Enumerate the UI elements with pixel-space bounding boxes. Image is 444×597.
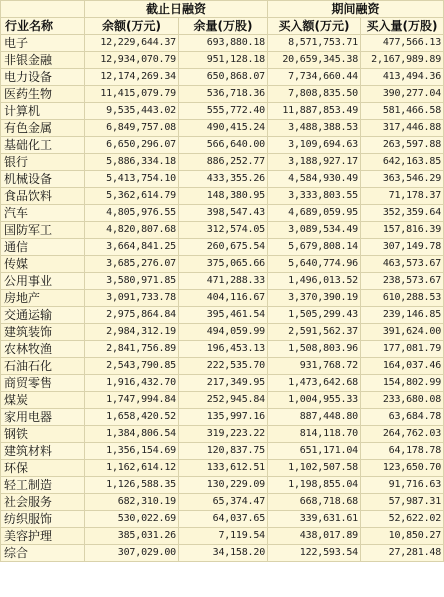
- table-row: [1, 358, 444, 375]
- table-row: [1, 205, 444, 222]
- industry-name-cell: 美容护理: [1, 528, 85, 545]
- balance-amount-cell: 1,356,154.69: [85, 443, 179, 460]
- buy-volume-cell: 157,816.39: [361, 222, 444, 239]
- buy-amount-cell: 7,734,660.44: [268, 69, 361, 86]
- table-row: [1, 307, 444, 324]
- buy-volume-cell: 10,850.27: [361, 528, 444, 545]
- balance-volume-cell: 375,065.66: [179, 256, 268, 273]
- industry-name-cell: 轻工制造: [1, 477, 85, 494]
- buy-amount-cell: 3,188,927.17: [268, 154, 361, 171]
- balance-amount-cell: 4,805,976.55: [85, 205, 179, 222]
- buy-amount-cell: 814,118.70: [268, 426, 361, 443]
- industry-name-cell: 公用事业: [1, 273, 85, 290]
- industry-name-cell: 煤炭: [1, 392, 85, 409]
- balance-volume-cell: 398,547.43: [179, 205, 268, 222]
- buy-amount-cell: 3,333,803.55: [268, 188, 361, 205]
- industry-name-cell: 国防军工: [1, 222, 85, 239]
- buy-volume-cell: 27,281.48: [361, 545, 444, 562]
- column-header-balance-volume: 余量(万股): [179, 18, 268, 35]
- industry-name-cell: 计算机: [1, 103, 85, 120]
- table-row: [1, 341, 444, 358]
- industry-name-cell: 医药生物: [1, 86, 85, 103]
- industry-name-cell: 石油石化: [1, 358, 85, 375]
- table-header: [1, 1, 444, 35]
- table-row: [1, 188, 444, 205]
- balance-volume-cell: 135,997.16: [179, 409, 268, 426]
- buy-volume-cell: 52,622.02: [361, 511, 444, 528]
- table-row: [1, 69, 444, 86]
- balance-amount-cell: 5,413,754.10: [85, 171, 179, 188]
- buy-volume-cell: 63,684.78: [361, 409, 444, 426]
- balance-volume-cell: 252,945.84: [179, 392, 268, 409]
- balance-amount-cell: 1,916,432.70: [85, 375, 179, 392]
- buy-volume-cell: 413,494.36: [361, 69, 444, 86]
- buy-amount-cell: 668,718.68: [268, 494, 361, 511]
- balance-amount-cell: 5,886,334.18: [85, 154, 179, 171]
- table-row: [1, 477, 444, 494]
- balance-volume-cell: 120,837.75: [179, 443, 268, 460]
- balance-volume-cell: 133,612.51: [179, 460, 268, 477]
- industry-name-cell: 综合: [1, 545, 85, 562]
- industry-name-cell: 环保: [1, 460, 85, 477]
- balance-volume-cell: 312,574.05: [179, 222, 268, 239]
- table-row: [1, 511, 444, 528]
- balance-volume-cell: 148,380.95: [179, 188, 268, 205]
- balance-volume-cell: 536,718.36: [179, 86, 268, 103]
- balance-amount-cell: 12,174,269.34: [85, 69, 179, 86]
- industry-name-cell: 建筑装饰: [1, 324, 85, 341]
- balance-amount-cell: 1,126,588.35: [85, 477, 179, 494]
- balance-amount-cell: 5,362,614.79: [85, 188, 179, 205]
- table-row: [1, 545, 444, 562]
- buy-amount-cell: 4,689,059.95: [268, 205, 361, 222]
- buy-amount-cell: 8,571,753.71: [268, 35, 361, 52]
- buy-volume-cell: 352,359.64: [361, 205, 444, 222]
- balance-amount-cell: 6,849,757.08: [85, 120, 179, 137]
- buy-volume-cell: 363,546.29: [361, 171, 444, 188]
- balance-volume-cell: 64,037.65: [179, 511, 268, 528]
- table-row: [1, 137, 444, 154]
- balance-volume-cell: 471,288.33: [179, 273, 268, 290]
- buy-amount-cell: 438,017.89: [268, 528, 361, 545]
- group-header-blank: [1, 1, 85, 18]
- buy-amount-cell: 5,679,808.14: [268, 239, 361, 256]
- table-row: [1, 171, 444, 188]
- table-row: [1, 273, 444, 290]
- balance-amount-cell: 2,975,864.84: [85, 307, 179, 324]
- buy-amount-cell: 5,640,774.96: [268, 256, 361, 273]
- buy-volume-cell: 264,762.03: [361, 426, 444, 443]
- balance-volume-cell: 693,880.18: [179, 35, 268, 52]
- balance-amount-cell: 3,091,733.78: [85, 290, 179, 307]
- buy-amount-cell: 3,488,388.53: [268, 120, 361, 137]
- table-row: [1, 222, 444, 239]
- buy-amount-cell: 651,171.04: [268, 443, 361, 460]
- buy-amount-cell: 1,198,855.04: [268, 477, 361, 494]
- balance-amount-cell: 12,934,070.79: [85, 52, 179, 69]
- buy-amount-cell: 1,102,507.58: [268, 460, 361, 477]
- buy-volume-cell: 238,573.67: [361, 273, 444, 290]
- buy-amount-cell: 122,593.54: [268, 545, 361, 562]
- industry-name-cell: 通信: [1, 239, 85, 256]
- industry-name-cell: 基础化工: [1, 137, 85, 154]
- table-row: [1, 324, 444, 341]
- balance-volume-cell: 319,223.22: [179, 426, 268, 443]
- balance-amount-cell: 385,031.26: [85, 528, 179, 545]
- buy-volume-cell: 233,680.08: [361, 392, 444, 409]
- buy-volume-cell: 91,716.63: [361, 477, 444, 494]
- balance-amount-cell: 4,820,807.68: [85, 222, 179, 239]
- balance-volume-cell: 404,116.67: [179, 290, 268, 307]
- industry-name-cell: 食品饮料: [1, 188, 85, 205]
- group-header-period: 期间融资: [268, 1, 444, 18]
- buy-amount-cell: 339,631.61: [268, 511, 361, 528]
- table-row: [1, 256, 444, 273]
- balance-amount-cell: 3,580,971.85: [85, 273, 179, 290]
- industry-name-cell: 商贸零售: [1, 375, 85, 392]
- balance-volume-cell: 490,415.24: [179, 120, 268, 137]
- balance-volume-cell: 886,252.77: [179, 154, 268, 171]
- table-body: [1, 35, 444, 562]
- balance-volume-cell: 395,461.54: [179, 307, 268, 324]
- balance-volume-cell: 196,453.13: [179, 341, 268, 358]
- balance-amount-cell: 1,747,994.84: [85, 392, 179, 409]
- table-row: [1, 409, 444, 426]
- buy-amount-cell: 7,808,835.50: [268, 86, 361, 103]
- industry-name-cell: 电力设备: [1, 69, 85, 86]
- balance-amount-cell: 1,658,420.52: [85, 409, 179, 426]
- balance-volume-cell: 34,158.20: [179, 545, 268, 562]
- table-row: [1, 239, 444, 256]
- buy-volume-cell: 391,624.00: [361, 324, 444, 341]
- balance-amount-cell: 11,415,079.79: [85, 86, 179, 103]
- industry-name-cell: 家用电器: [1, 409, 85, 426]
- buy-volume-cell: 64,178.78: [361, 443, 444, 460]
- buy-amount-cell: 887,448.80: [268, 409, 361, 426]
- buy-volume-cell: 71,178.37: [361, 188, 444, 205]
- buy-amount-cell: 1,473,642.68: [268, 375, 361, 392]
- industry-name-cell: 交通运输: [1, 307, 85, 324]
- buy-amount-cell: 1,505,299.43: [268, 307, 361, 324]
- table-row: [1, 528, 444, 545]
- balance-amount-cell: 6,650,296.07: [85, 137, 179, 154]
- balance-volume-cell: 65,374.47: [179, 494, 268, 511]
- balance-volume-cell: 130,229.09: [179, 477, 268, 494]
- balance-amount-cell: 1,162,614.12: [85, 460, 179, 477]
- industry-name-cell: 机械设备: [1, 171, 85, 188]
- industry-name-cell: 银行: [1, 154, 85, 171]
- buy-amount-cell: 20,659,345.38: [268, 52, 361, 69]
- balance-amount-cell: 307,029.00: [85, 545, 179, 562]
- table-row: [1, 375, 444, 392]
- table-row: [1, 290, 444, 307]
- buy-amount-cell: 3,109,694.63: [268, 137, 361, 154]
- balance-amount-cell: 2,841,756.89: [85, 341, 179, 358]
- column-header-buy-volume: 买入量(万股): [361, 18, 444, 35]
- buy-amount-cell: 1,508,803.96: [268, 341, 361, 358]
- column-header-industry: 行业名称: [1, 18, 85, 35]
- table-row: [1, 426, 444, 443]
- buy-volume-cell: 642,163.85: [361, 154, 444, 171]
- balance-amount-cell: 530,022.69: [85, 511, 179, 528]
- balance-amount-cell: 12,229,644.37: [85, 35, 179, 52]
- table-row: [1, 120, 444, 137]
- buy-amount-cell: 1,496,013.52: [268, 273, 361, 290]
- balance-volume-cell: 494,059.99: [179, 324, 268, 341]
- group-header-row: [1, 1, 444, 18]
- buy-amount-cell: 3,370,390.19: [268, 290, 361, 307]
- balance-volume-cell: 222,535.70: [179, 358, 268, 375]
- buy-volume-cell: 154,802.99: [361, 375, 444, 392]
- buy-amount-cell: 2,591,562.37: [268, 324, 361, 341]
- buy-volume-cell: 317,446.88: [361, 120, 444, 137]
- buy-volume-cell: 307,149.78: [361, 239, 444, 256]
- table-row: [1, 35, 444, 52]
- balance-amount-cell: 3,685,276.07: [85, 256, 179, 273]
- buy-amount-cell: 931,768.72: [268, 358, 361, 375]
- buy-volume-cell: 263,597.88: [361, 137, 444, 154]
- balance-volume-cell: 650,868.07: [179, 69, 268, 86]
- balance-volume-cell: 217,349.95: [179, 375, 268, 392]
- balance-amount-cell: 2,543,790.85: [85, 358, 179, 375]
- industry-name-cell: 有色金属: [1, 120, 85, 137]
- table-row: [1, 103, 444, 120]
- buy-volume-cell: 390,277.04: [361, 86, 444, 103]
- buy-volume-cell: 581,466.58: [361, 103, 444, 120]
- buy-volume-cell: 57,987.31: [361, 494, 444, 511]
- balance-volume-cell: 260,675.54: [179, 239, 268, 256]
- balance-amount-cell: 3,664,841.25: [85, 239, 179, 256]
- buy-volume-cell: 239,146.85: [361, 307, 444, 324]
- industry-name-cell: 社会服务: [1, 494, 85, 511]
- buy-volume-cell: 123,650.70: [361, 460, 444, 477]
- balance-volume-cell: 433,355.26: [179, 171, 268, 188]
- buy-amount-cell: 3,089,534.49: [268, 222, 361, 239]
- table-row: [1, 392, 444, 409]
- buy-volume-cell: 477,566.13: [361, 35, 444, 52]
- column-header-buy-amount: 买入额(万元): [268, 18, 361, 35]
- group-header-snapshot: 截止日融资: [85, 1, 268, 18]
- industry-name-cell: 农林牧渔: [1, 341, 85, 358]
- industry-name-cell: 建筑材料: [1, 443, 85, 460]
- balance-amount-cell: 1,384,806.54: [85, 426, 179, 443]
- buy-volume-cell: 164,037.46: [361, 358, 444, 375]
- balance-amount-cell: 2,984,312.19: [85, 324, 179, 341]
- buy-volume-cell: 610,288.53: [361, 290, 444, 307]
- buy-amount-cell: 1,004,955.33: [268, 392, 361, 409]
- buy-volume-cell: 2,167,989.89: [361, 52, 444, 69]
- industry-name-cell: 房地产: [1, 290, 85, 307]
- table-row: [1, 154, 444, 171]
- table-row: [1, 52, 444, 69]
- buy-volume-cell: 177,081.79: [361, 341, 444, 358]
- buy-amount-cell: 11,887,853.49: [268, 103, 361, 120]
- table-row: [1, 86, 444, 103]
- balance-volume-cell: 7,119.54: [179, 528, 268, 545]
- industry-name-cell: 传媒: [1, 256, 85, 273]
- industry-name-cell: 汽车: [1, 205, 85, 222]
- buy-amount-cell: 4,584,930.49: [268, 171, 361, 188]
- table-row: [1, 494, 444, 511]
- column-header-balance-amount: 余额(万元): [85, 18, 179, 35]
- balance-volume-cell: 555,772.40: [179, 103, 268, 120]
- balance-amount-cell: 682,310.19: [85, 494, 179, 511]
- buy-volume-cell: 463,573.67: [361, 256, 444, 273]
- industry-name-cell: 非银金融: [1, 52, 85, 69]
- industry-name-cell: 纺织服饰: [1, 511, 85, 528]
- column-header-row: [1, 18, 444, 35]
- table-row: [1, 460, 444, 477]
- industry-name-cell: 电子: [1, 35, 85, 52]
- table-row: [1, 443, 444, 460]
- balance-volume-cell: 566,640.00: [179, 137, 268, 154]
- industry-name-cell: 钢铁: [1, 426, 85, 443]
- balance-amount-cell: 9,535,443.02: [85, 103, 179, 120]
- balance-volume-cell: 951,128.18: [179, 52, 268, 69]
